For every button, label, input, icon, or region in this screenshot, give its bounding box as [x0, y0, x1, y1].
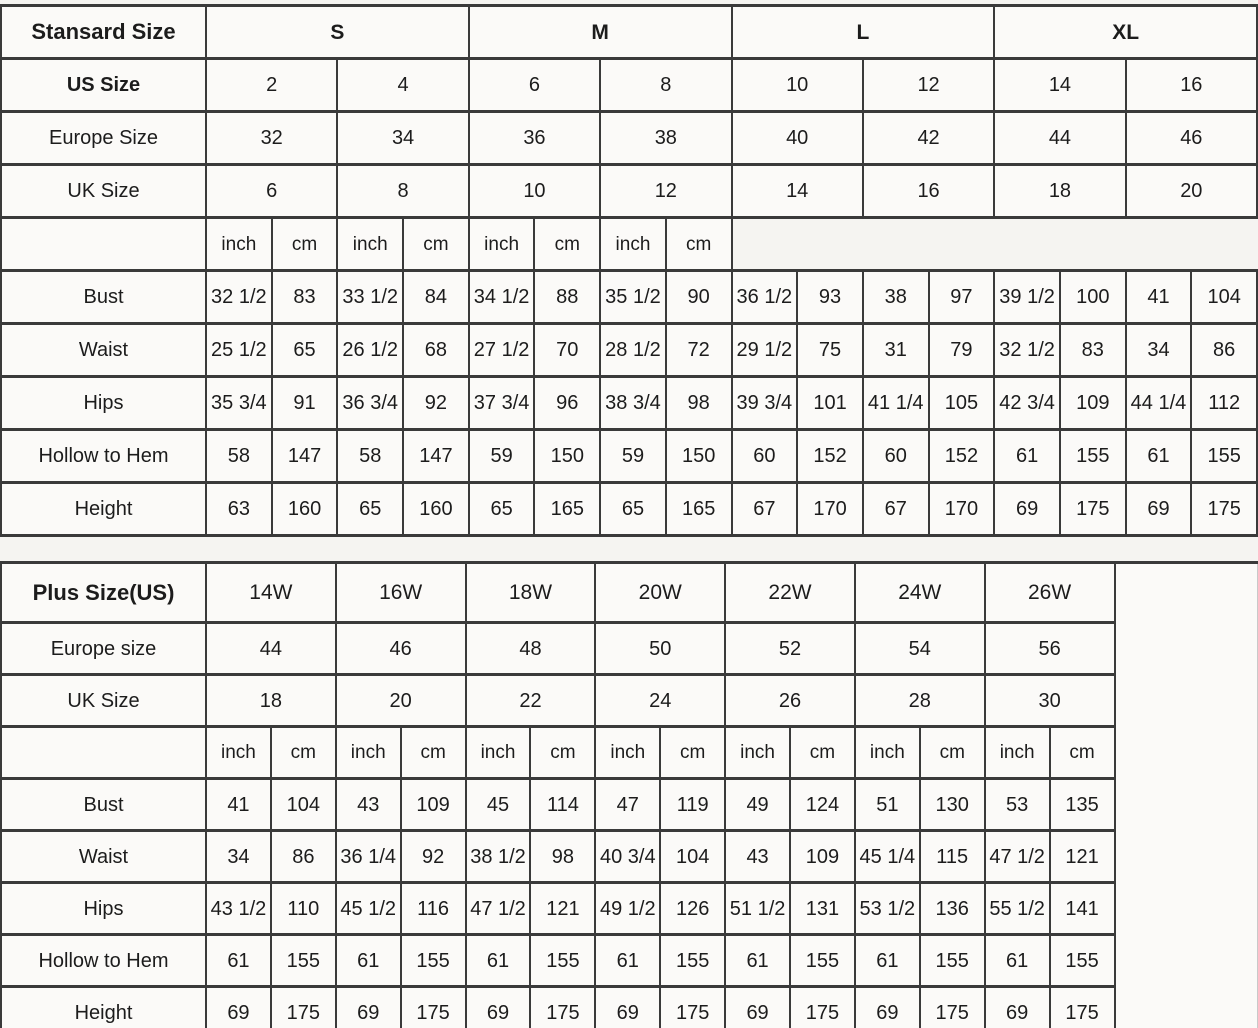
value-cell: 67 [863, 483, 929, 536]
value-cell: 35 3/4 [206, 377, 272, 430]
value-cell: 41 [1126, 271, 1192, 324]
unit-cell: inch [985, 727, 1050, 779]
value-cell: 26 1/2 [337, 324, 403, 377]
row-label: Hollow to Hem [1, 430, 206, 483]
row-label: Waist [1, 831, 206, 883]
value-cell: 126 [660, 883, 725, 935]
value-cell: 32 1/2 [206, 271, 272, 324]
unit-cell: cm [530, 727, 595, 779]
value-cell: 40 3/4 [595, 831, 660, 883]
row-label: Europe size [1, 623, 206, 675]
size-value-cell: 4 [337, 59, 468, 112]
value-cell: 91 [272, 377, 338, 430]
value-cell: 110 [271, 883, 336, 935]
value-cell: 104 [1191, 271, 1257, 324]
value-cell: 69 [994, 483, 1060, 536]
value-cell: 141 [1050, 883, 1115, 935]
value-cell: 124 [790, 779, 855, 831]
value-cell: 34 1/2 [469, 271, 535, 324]
value-cell: 155 [660, 935, 725, 987]
value-cell: 69 [855, 987, 920, 1028]
size-value-cell: 20 [336, 675, 466, 727]
value-cell: 69 [336, 987, 401, 1028]
size-row [1, 112, 1257, 165]
size-group-cell: XL [994, 6, 1257, 59]
value-cell: 69 [595, 987, 660, 1028]
value-cell: 98 [666, 377, 732, 430]
size-value-cell: 54 [855, 623, 985, 675]
value-cell: 121 [1050, 831, 1115, 883]
value-cell: 49 1/2 [595, 883, 660, 935]
value-cell: 104 [271, 779, 336, 831]
size-group-cell: M [469, 6, 732, 59]
size-group-cell: S [206, 6, 469, 59]
value-cell: 115 [920, 831, 985, 883]
measurement-row [1, 377, 1257, 430]
value-cell: 61 [336, 935, 401, 987]
value-cell: 90 [666, 271, 732, 324]
unit-cell: inch [469, 218, 535, 271]
value-cell: 155 [401, 935, 466, 987]
value-cell: 116 [401, 883, 466, 935]
row-label-empty [1, 218, 206, 271]
measurement-row [1, 935, 1258, 987]
value-cell: 131 [790, 883, 855, 935]
value-cell: 45 1/4 [855, 831, 920, 883]
value-cell: 155 [790, 935, 855, 987]
value-cell: 160 [403, 483, 469, 536]
size-group-cell: 24W [855, 563, 985, 623]
value-cell: 61 [725, 935, 790, 987]
measurement-row [1, 831, 1258, 883]
value-cell: 69 [1126, 483, 1192, 536]
value-cell: 175 [401, 987, 466, 1028]
unit-cell: inch [466, 727, 531, 779]
value-cell: 69 [725, 987, 790, 1028]
value-cell: 61 [994, 430, 1060, 483]
unit-cell: inch [855, 727, 920, 779]
size-value-cell: 6 [206, 165, 337, 218]
size-value-cell: 24 [595, 675, 725, 727]
value-cell: 59 [600, 430, 666, 483]
measurement-row [1, 883, 1258, 935]
value-cell: 67 [732, 483, 798, 536]
row-label: Height [1, 483, 206, 536]
plus-size-table [0, 561, 1258, 1028]
size-value-cell: 28 [855, 675, 985, 727]
value-cell: 47 1/2 [985, 831, 1050, 883]
size-value-cell: 8 [600, 59, 731, 112]
value-cell: 175 [920, 987, 985, 1028]
value-cell: 53 1/2 [855, 883, 920, 935]
value-cell: 65 [272, 324, 338, 377]
value-cell: 29 1/2 [732, 324, 798, 377]
unit-row [1, 727, 1258, 779]
unit-cell: inch [600, 218, 666, 271]
size-value-cell: 52 [725, 623, 855, 675]
value-cell: 55 1/2 [985, 883, 1050, 935]
unit-cell: cm [790, 727, 855, 779]
value-cell: 27 1/2 [469, 324, 535, 377]
value-cell: 61 [1126, 430, 1192, 483]
value-cell: 170 [797, 483, 863, 536]
size-value-cell: 46 [1126, 112, 1257, 165]
value-cell: 45 [466, 779, 531, 831]
value-cell: 38 [863, 271, 929, 324]
value-cell: 31 [863, 324, 929, 377]
value-cell: 37 3/4 [469, 377, 535, 430]
right-spacer-cell [1115, 563, 1258, 1028]
size-group-cell: 20W [595, 563, 725, 623]
value-cell: 60 [863, 430, 929, 483]
value-cell: 150 [534, 430, 600, 483]
plus-size-table-body [1, 563, 1258, 1028]
value-cell: 101 [797, 377, 863, 430]
value-cell: 36 3/4 [337, 377, 403, 430]
value-cell: 69 [466, 987, 531, 1028]
unit-cell: cm [272, 218, 338, 271]
size-row [1, 59, 1257, 112]
value-cell: 155 [1050, 935, 1115, 987]
value-cell: 36 1/4 [336, 831, 401, 883]
size-row [1, 675, 1258, 727]
value-cell: 175 [1060, 483, 1126, 536]
value-cell: 121 [530, 883, 595, 935]
corner-label: Stansard Size [1, 6, 206, 59]
value-cell: 75 [797, 324, 863, 377]
value-cell: 92 [403, 377, 469, 430]
size-group-cell: 22W [725, 563, 855, 623]
value-cell: 175 [1191, 483, 1257, 536]
row-label: Hips [1, 377, 206, 430]
unit-cell: cm [403, 218, 469, 271]
value-cell: 39 3/4 [732, 377, 798, 430]
value-cell: 155 [530, 935, 595, 987]
value-cell: 51 1/2 [725, 883, 790, 935]
size-value-cell: 18 [206, 675, 336, 727]
header-row [1, 563, 1258, 623]
value-cell: 61 [855, 935, 920, 987]
value-cell: 112 [1191, 377, 1257, 430]
value-cell: 45 1/2 [336, 883, 401, 935]
unit-cell: cm [666, 218, 732, 271]
value-cell: 47 [595, 779, 660, 831]
unit-cell: cm [660, 727, 725, 779]
size-value-cell: 14 [732, 165, 863, 218]
value-cell: 109 [401, 779, 466, 831]
value-cell: 155 [1191, 430, 1257, 483]
value-cell: 155 [271, 935, 336, 987]
value-cell: 130 [920, 779, 985, 831]
value-cell: 65 [337, 483, 403, 536]
row-label: US Size [1, 59, 206, 112]
value-cell: 34 [206, 831, 271, 883]
value-cell: 61 [206, 935, 271, 987]
size-value-cell: 30 [985, 675, 1115, 727]
value-cell: 119 [660, 779, 725, 831]
corner-label: Plus Size(US) [1, 563, 206, 623]
size-value-cell: 2 [206, 59, 337, 112]
unit-cell: cm [271, 727, 336, 779]
value-cell: 155 [920, 935, 985, 987]
row-label: Height [1, 987, 206, 1028]
value-cell: 43 [336, 779, 401, 831]
value-cell: 152 [929, 430, 995, 483]
size-value-cell: 12 [600, 165, 731, 218]
value-cell: 175 [530, 987, 595, 1028]
size-group-cell: 18W [466, 563, 596, 623]
size-value-cell: 48 [466, 623, 596, 675]
size-value-cell: 42 [863, 112, 994, 165]
value-cell: 34 [1126, 324, 1192, 377]
value-cell: 114 [530, 779, 595, 831]
row-label: Bust [1, 779, 206, 831]
measurement-row [1, 987, 1258, 1028]
size-group-cell: 26W [985, 563, 1115, 623]
value-cell: 43 1/2 [206, 883, 271, 935]
value-cell: 61 [595, 935, 660, 987]
measurement-row [1, 324, 1257, 377]
size-value-cell: 22 [466, 675, 596, 727]
measurement-row [1, 430, 1257, 483]
size-value-cell: 32 [206, 112, 337, 165]
value-cell: 49 [725, 779, 790, 831]
value-cell: 160 [272, 483, 338, 536]
value-cell: 33 1/2 [337, 271, 403, 324]
value-cell: 38 1/2 [466, 831, 531, 883]
size-value-cell: 16 [1126, 59, 1257, 112]
value-cell: 58 [206, 430, 272, 483]
value-cell: 86 [271, 831, 336, 883]
value-cell: 43 [725, 831, 790, 883]
size-group-cell: 14W [206, 563, 336, 623]
value-cell: 175 [790, 987, 855, 1028]
size-value-cell: 12 [863, 59, 994, 112]
size-row [1, 623, 1258, 675]
size-value-cell: 10 [732, 59, 863, 112]
row-label-empty [1, 727, 206, 779]
value-cell: 32 1/2 [994, 324, 1060, 377]
value-cell: 42 3/4 [994, 377, 1060, 430]
value-cell: 86 [1191, 324, 1257, 377]
size-value-cell: 26 [725, 675, 855, 727]
value-cell: 152 [797, 430, 863, 483]
unit-cell: inch [725, 727, 790, 779]
value-cell: 25 1/2 [206, 324, 272, 377]
value-cell: 39 1/2 [994, 271, 1060, 324]
size-value-cell: 40 [732, 112, 863, 165]
value-cell: 93 [797, 271, 863, 324]
size-value-cell: 38 [600, 112, 731, 165]
value-cell: 135 [1050, 779, 1115, 831]
row-label: UK Size [1, 675, 206, 727]
value-cell: 38 3/4 [600, 377, 666, 430]
row-label: Hollow to Hem [1, 935, 206, 987]
standard-size-table [0, 4, 1258, 537]
value-cell: 150 [666, 430, 732, 483]
size-value-cell: 16 [863, 165, 994, 218]
row-label: Europe Size [1, 112, 206, 165]
value-cell: 65 [600, 483, 666, 536]
value-cell: 41 1/4 [863, 377, 929, 430]
value-cell: 175 [271, 987, 336, 1028]
size-row [1, 165, 1257, 218]
value-cell: 96 [534, 377, 600, 430]
value-cell: 47 1/2 [466, 883, 531, 935]
unit-cell: inch [206, 727, 271, 779]
value-cell: 69 [985, 987, 1050, 1028]
value-cell: 28 1/2 [600, 324, 666, 377]
value-cell: 53 [985, 779, 1050, 831]
row-label: Hips [1, 883, 206, 935]
value-cell: 100 [1060, 271, 1126, 324]
value-cell: 35 1/2 [600, 271, 666, 324]
value-cell: 136 [920, 883, 985, 935]
unit-cell: cm [534, 218, 600, 271]
value-cell: 98 [530, 831, 595, 883]
value-cell: 104 [660, 831, 725, 883]
value-cell: 83 [1060, 324, 1126, 377]
unit-cell: cm [920, 727, 985, 779]
value-cell: 68 [403, 324, 469, 377]
size-value-cell: 56 [985, 623, 1115, 675]
size-value-cell: 14 [994, 59, 1125, 112]
value-cell: 61 [466, 935, 531, 987]
value-cell: 58 [337, 430, 403, 483]
value-cell: 175 [660, 987, 725, 1028]
value-cell: 69 [206, 987, 271, 1028]
measurement-row [1, 483, 1257, 536]
value-cell: 70 [534, 324, 600, 377]
unit-cell: inch [595, 727, 660, 779]
unit-cell: cm [1050, 727, 1115, 779]
value-cell: 97 [929, 271, 995, 324]
value-cell: 84 [403, 271, 469, 324]
value-cell: 41 [206, 779, 271, 831]
value-cell: 59 [469, 430, 535, 483]
value-cell: 109 [790, 831, 855, 883]
value-cell: 88 [534, 271, 600, 324]
measurement-row [1, 271, 1257, 324]
value-cell: 105 [929, 377, 995, 430]
value-cell: 60 [732, 430, 798, 483]
value-cell: 63 [206, 483, 272, 536]
size-value-cell: 8 [337, 165, 468, 218]
size-group-cell: 16W [336, 563, 466, 623]
value-cell: 65 [469, 483, 535, 536]
value-cell: 109 [1060, 377, 1126, 430]
value-cell: 175 [1050, 987, 1115, 1028]
value-cell: 51 [855, 779, 920, 831]
value-cell: 155 [1060, 430, 1126, 483]
value-cell: 147 [272, 430, 338, 483]
size-group-cell: L [732, 6, 995, 59]
row-label: UK Size [1, 165, 206, 218]
size-value-cell: 6 [469, 59, 600, 112]
size-value-cell: 34 [337, 112, 468, 165]
size-value-cell: 44 [206, 623, 336, 675]
size-value-cell: 20 [1126, 165, 1257, 218]
unit-cell: cm [401, 727, 466, 779]
unit-cell: inch [336, 727, 401, 779]
value-cell: 83 [272, 271, 338, 324]
row-label: Bust [1, 271, 206, 324]
measurement-row [1, 779, 1258, 831]
value-cell: 165 [534, 483, 600, 536]
value-cell: 61 [985, 935, 1050, 987]
value-cell: 44 1/4 [1126, 377, 1192, 430]
size-value-cell: 18 [994, 165, 1125, 218]
size-value-cell: 50 [595, 623, 725, 675]
standard-size-table-body [1, 6, 1257, 536]
size-value-cell: 36 [469, 112, 600, 165]
value-cell: 147 [403, 430, 469, 483]
unit-row [1, 218, 1257, 271]
header-row [1, 6, 1257, 59]
value-cell: 170 [929, 483, 995, 536]
size-value-cell: 10 [469, 165, 600, 218]
value-cell: 72 [666, 324, 732, 377]
size-value-cell: 46 [336, 623, 466, 675]
size-value-cell: 44 [994, 112, 1125, 165]
value-cell: 165 [666, 483, 732, 536]
value-cell: 92 [401, 831, 466, 883]
unit-cell: inch [337, 218, 403, 271]
unit-cell: inch [206, 218, 272, 271]
value-cell: 79 [929, 324, 995, 377]
row-label: Waist [1, 324, 206, 377]
value-cell: 36 1/2 [732, 271, 798, 324]
